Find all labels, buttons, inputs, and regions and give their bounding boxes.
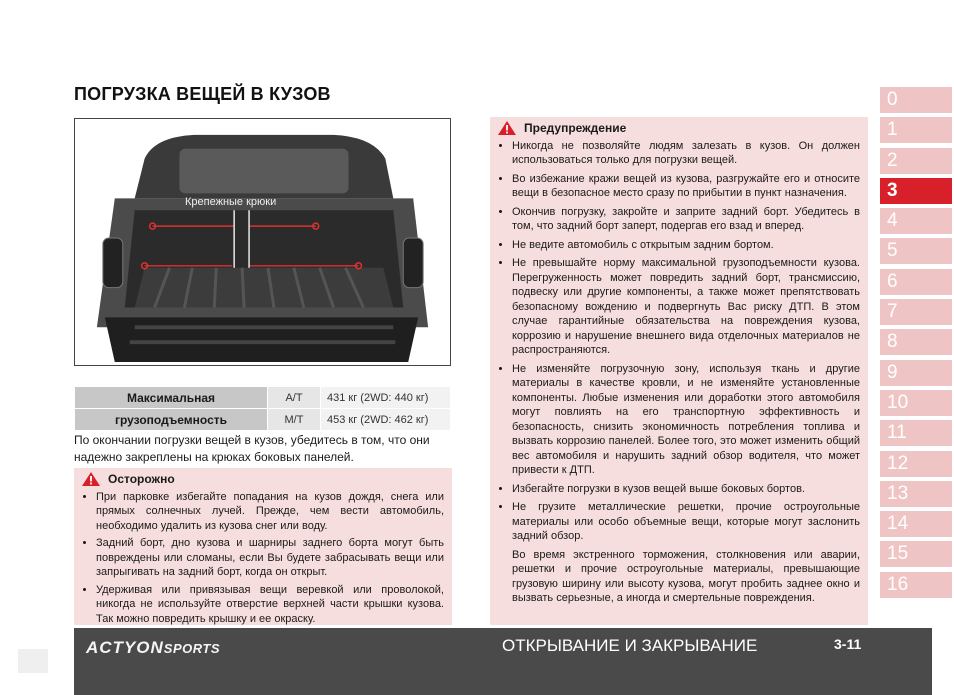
warning-heading-text: Предупреждение bbox=[524, 121, 627, 135]
caution-box bbox=[74, 468, 452, 625]
page-corner-mark bbox=[18, 649, 48, 673]
caution-heading bbox=[82, 472, 444, 487]
page-number: 3-11 bbox=[834, 636, 862, 652]
footer-bar bbox=[74, 628, 932, 695]
brand-logo bbox=[86, 638, 220, 658]
truck-bed-photo bbox=[74, 118, 451, 366]
transmission-type: M/T bbox=[268, 409, 321, 431]
list-item: • При парковке избегайте попадания на кузов дождя, снега или прямых солнечных лучей. Прежде, чем вести автомобиль, необходимо удалить из кузова снег или воду. bbox=[96, 490, 444, 534]
brand-logo-sub: SPORTS bbox=[163, 641, 220, 656]
chapter-tab-16[interactable]: 16 bbox=[880, 572, 952, 598]
capacity-value: 431 кг (2WD: 440 кг) bbox=[321, 387, 451, 409]
list-item: • Не ведите автомобиль с открытым задним бортом. bbox=[512, 238, 860, 253]
hooks-label: Крепежные крюки bbox=[185, 196, 277, 208]
truck-bed-illustration bbox=[75, 119, 450, 365]
list-item: • Удерживая или привязывая вещи веревкой или проволокой, никогда не используйте отверстие верхней части крышки кузова. Так можно повредить крышку и ее окраску. bbox=[96, 583, 444, 627]
chapter-tab-10[interactable]: 10 bbox=[880, 390, 952, 416]
capacity-value: 453 кг (2WD: 462 кг) bbox=[321, 409, 451, 431]
chapter-tab-8[interactable]: 8 bbox=[880, 329, 952, 355]
list-item: • Не превышайте норму максимальной грузоподъемности кузова. Перегруженность может повредить задний борт, трансмиссию, подвеску или другие компоненты, а также может препятствовать безопасному вождению и подвергнуть Вас риску ДТП. В этом случае гарантийные обязательства на повреждения кузова, коррозию и нарушение внешнего вида отделочных материалов не распространяются. bbox=[512, 256, 860, 358]
table-row bbox=[75, 409, 451, 431]
capacity-table bbox=[74, 386, 451, 431]
chapter-tab-2[interactable]: 2 bbox=[880, 148, 952, 174]
intro-paragraph: По окончании погрузки вещей в кузов, убедитесь в том, что они надежно закреплены на крюках боковых панелей. bbox=[74, 433, 430, 464]
chapter-tab-7[interactable]: 7 bbox=[880, 299, 952, 325]
chapter-tab-0[interactable]: 0 bbox=[880, 87, 952, 113]
warning-note: Во время экстренного торможения, столкновения или аварии, решетки и прочие остроугольные материалы, превышающие грузовую ширину или высоту кузова, могут пробить заднее окно и вызвать серьезные, а иногда и смертельные повреждения. bbox=[512, 548, 860, 604]
caution-heading-text: Осторожно bbox=[108, 472, 175, 486]
chapter-tabs bbox=[880, 87, 952, 602]
caution-list bbox=[82, 490, 444, 627]
chapter-tab-9[interactable]: 9 bbox=[880, 360, 952, 386]
chapter-tab-6[interactable]: 6 bbox=[880, 269, 952, 295]
list-item: • Не изменяйте погрузочную зону, используя ткань и другие материалы в качестве кровли, и не изменяйте установленные компоненты. Любые изменения или доработки этого автомобиля могут повлиять на его транспортную эффективность и безопасность, снизить экономичность потребления топлива и вызвать коррозию панелей. Более того, это может изменить общий вес автомобиля и нарушить задний обзор водителя, что может привести к ДТП. bbox=[512, 362, 860, 478]
warning-triangle-icon bbox=[82, 472, 100, 486]
list-item: • Задний борт, дно кузова и шарниры заднего борта могут быть повреждены или сломаны, если Вы будете забрасывать вещи или запрыгивать на задний борт, когда он открыт. bbox=[96, 536, 444, 580]
chapter-tab-13[interactable]: 13 bbox=[880, 481, 952, 507]
chapter-tab-1[interactable]: 1 bbox=[880, 117, 952, 143]
list-item: • Избегайте погрузки в кузов вещей выше боковых бортов. bbox=[512, 482, 860, 497]
warning-box bbox=[490, 117, 868, 625]
warning-triangle-icon bbox=[498, 121, 516, 135]
chapter-tab-4[interactable]: 4 bbox=[880, 208, 952, 234]
list-item: • Окончив погрузку, закройте и заприте задний борт. Убедитесь в том, что задний борт заперт, подергав его взад и вперед. bbox=[512, 205, 860, 234]
warning-list bbox=[498, 139, 860, 544]
list-item: • Не грузите металлические решетки, прочие остроугольные материалы или особо объемные вещи, которые могут заслонить задний обзор. bbox=[512, 500, 860, 544]
list-item: • Никогда не позволяйте людям залезать в кузов. Он должен использоваться только для погрузки вещей. bbox=[512, 139, 860, 168]
capacity-label-line1: Максимальная bbox=[75, 387, 268, 409]
chapter-tab-15[interactable]: 15 bbox=[880, 541, 952, 567]
table-row bbox=[75, 387, 451, 409]
page-title: ПОГРУЗКА ВЕЩЕЙ В КУЗОВ bbox=[74, 84, 331, 104]
chapter-tab-3[interactable]: 3 bbox=[880, 178, 952, 204]
chapter-tab-12[interactable]: 12 bbox=[880, 451, 952, 477]
transmission-type: A/T bbox=[268, 387, 321, 409]
section-title: ОТКРЫВАНИЕ И ЗАКРЫВАНИЕ bbox=[502, 636, 758, 655]
chapter-tab-11[interactable]: 11 bbox=[880, 420, 952, 446]
brand-logo-main: ACTYON bbox=[86, 638, 164, 657]
chapter-tab-5[interactable]: 5 bbox=[880, 238, 952, 264]
capacity-label-line2: грузоподъемность bbox=[75, 409, 268, 431]
warning-heading bbox=[498, 121, 860, 136]
chapter-tab-14[interactable]: 14 bbox=[880, 511, 952, 537]
list-item: • Во избежание кражи вещей из кузова, разгружайте его и относите вещи в безопасное место сразу по прибытии в пункт назначения. bbox=[512, 172, 860, 201]
